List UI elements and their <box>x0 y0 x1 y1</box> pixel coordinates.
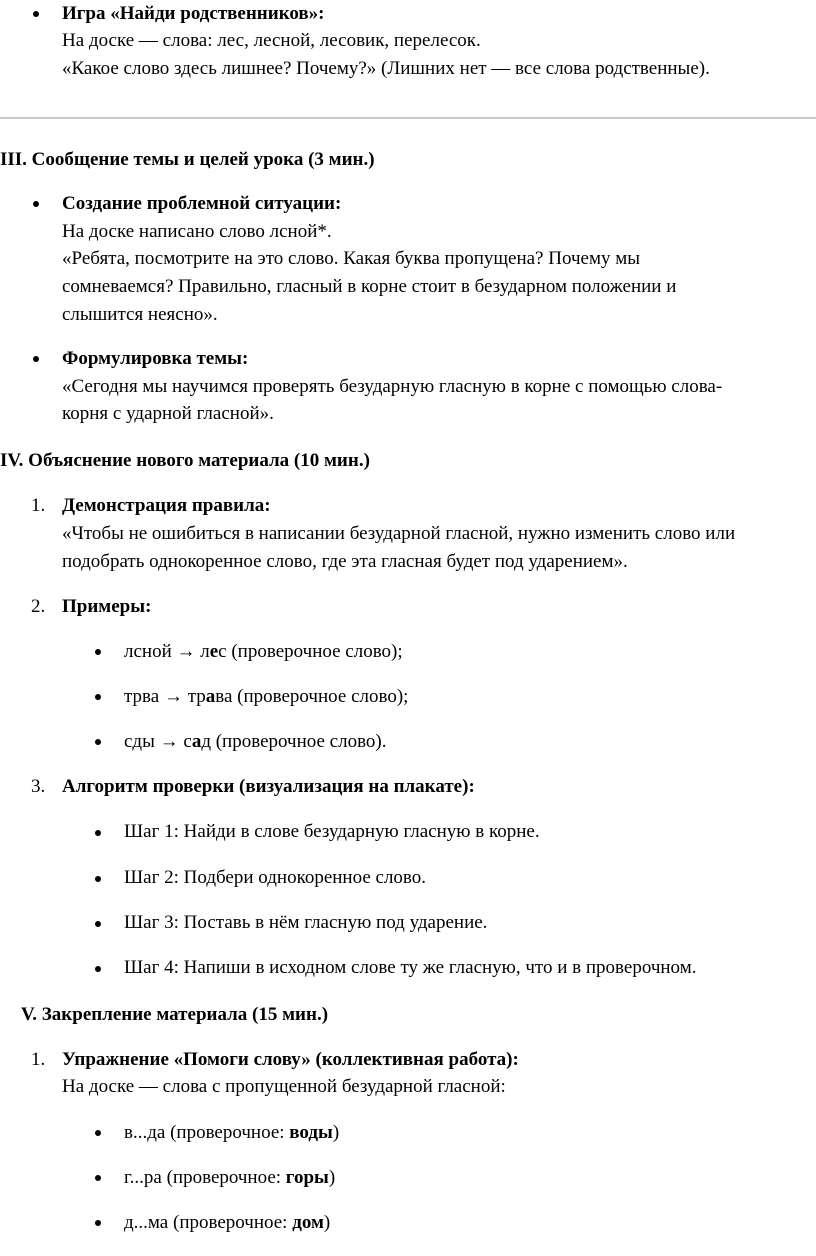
word-1: в...да (проверочное: воды) <box>124 1122 340 1143</box>
bullet-icon <box>95 921 101 927</box>
bullet-icon <box>95 1220 101 1226</box>
bullet-icon <box>33 11 39 17</box>
problem-line-3: сомневаемся? Правильно, гласный в корне стоит в безударном положении и <box>62 276 677 297</box>
word-3: д...ма (проверочное: дом) <box>124 1212 331 1233</box>
step-2: Шаг 2: Подбери однокоренное слово. <box>124 867 427 888</box>
section-divider <box>0 117 816 119</box>
list-number: 1. <box>31 1049 46 1070</box>
step-1: Шаг 1: Найди в слове безударную гласную в корне. <box>124 821 540 842</box>
section-4-heading: IV. Объяснение нового материала (10 мин.) <box>0 450 370 471</box>
examples-title: Примеры: <box>62 596 152 617</box>
rule-line-1: «Чтобы не ошибиться в написании безударной гласной, нужно изменить слово или <box>62 523 736 544</box>
problem-line-4: слышится неясно». <box>62 304 218 325</box>
section-3-heading: III. Сообщение темы и целей урока (3 мин.) <box>0 149 375 170</box>
bullet-icon <box>33 356 39 362</box>
bullet-icon <box>95 739 101 745</box>
bullet-icon <box>95 1130 101 1136</box>
bullet-icon <box>95 830 101 836</box>
section-5-heading: V. Закрепление материала (15 мин.) <box>21 1004 329 1025</box>
topic-line-2: корня с ударной гласной». <box>62 403 274 424</box>
bullet-icon <box>95 649 101 655</box>
step-4: Шаг 4: Напиши в исходном слове ту же гласную, что и в проверочном. <box>124 957 697 978</box>
problem-line-1: На доске написано слово лсной*. <box>62 221 332 242</box>
problem-situation-title: Создание проблемной ситуации: <box>62 193 342 214</box>
algorithm-title: Алгоритм проверки (визуализация на плакате): <box>62 776 475 797</box>
game-line-2: «Какое слово здесь лишнее? Почему?» (Лишних нет — все слова родственные). <box>62 58 710 79</box>
list-number: 3. <box>31 776 46 797</box>
example-1: лсной → лес (проверочное слово); <box>124 641 403 662</box>
bullet-icon <box>95 1175 101 1181</box>
game-title: Игра «Найди родственников»: <box>62 3 325 24</box>
step-3: Шаг 3: Поставь в нём гласную под ударение. <box>124 912 488 933</box>
bullet-icon <box>95 966 101 972</box>
list-number: 1. <box>31 495 46 516</box>
word-2: г...ра (проверочное: горы) <box>124 1167 336 1188</box>
example-3: сды → сад (проверочное слово). <box>124 731 387 752</box>
bullet-icon <box>33 201 39 207</box>
rule-demo-title: Демонстрация правила: <box>62 495 271 516</box>
bullet-icon <box>95 694 101 700</box>
exercise-title: Упражнение «Помоги слову» (коллективная работа): <box>62 1049 519 1070</box>
bullet-icon <box>95 876 101 882</box>
topic-title: Формулировка темы: <box>62 348 249 369</box>
example-2: трва → трава (проверочное слово); <box>124 686 409 707</box>
list-number: 2. <box>31 596 46 617</box>
rule-line-2: подобрать однокоренное слово, где эта гласная будет под ударением». <box>62 551 628 572</box>
exercise-line-1: На доске — слова с пропущенной безударной гласной: <box>62 1076 506 1097</box>
problem-line-2: «Ребята, посмотрите на это слово. Какая буква пропущена? Почему мы <box>62 248 641 269</box>
game-line-1: На доске — слова: лес, лесной, лесовик, перелесок. <box>62 30 481 51</box>
topic-line-1: «Сегодня мы научимся проверять безударную гласную в корне с помощью слова- <box>62 376 723 397</box>
